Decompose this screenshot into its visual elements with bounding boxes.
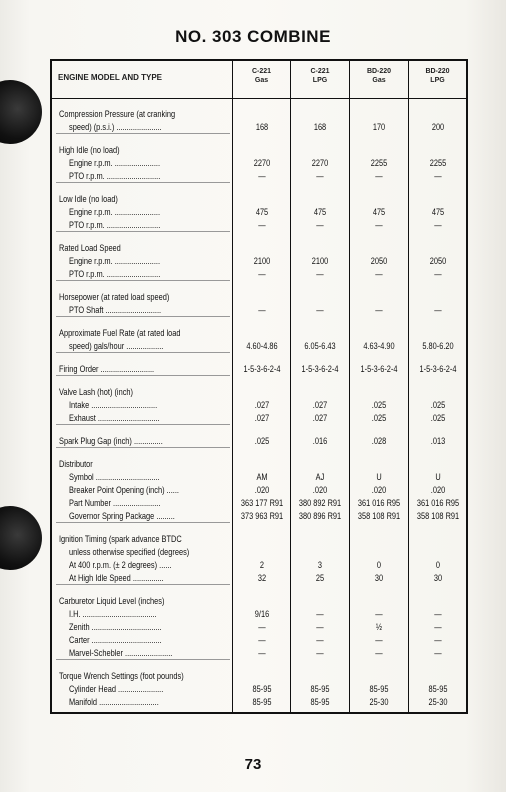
row-separator: [56, 375, 230, 376]
row-label: I.H. ....................................: [69, 609, 157, 620]
row-value: 475: [372, 207, 385, 217]
row-value: .027: [254, 413, 269, 423]
row-label: Manifold .............................: [69, 697, 159, 708]
row-value: 2100: [311, 256, 328, 266]
row-label: Ignition Timing (spark advance BTDC: [59, 534, 182, 545]
row-value: 475: [313, 207, 326, 217]
row-value: —: [257, 648, 266, 658]
row-value: —: [374, 171, 383, 181]
row-separator: [56, 424, 230, 425]
row-label: Firing Order ..........................: [59, 364, 155, 375]
row-value: —: [315, 220, 324, 230]
row-value: 4.63-4.90: [362, 341, 395, 351]
row-label: Carburetor Liquid Level (inches): [59, 596, 165, 607]
row-value: 85-95: [428, 684, 447, 694]
row-value: .020: [312, 485, 327, 495]
row-value: 475: [431, 207, 444, 217]
row-value: .025: [371, 413, 386, 423]
row-label: speed) (p.s.i.) ......................: [69, 122, 162, 133]
row-label: Intake ................................: [69, 400, 158, 411]
row-value: 1-5-3-6-2-4: [301, 364, 338, 374]
row-value: —: [374, 609, 383, 619]
row-label: Spark Plug Gap (inch) ..............: [59, 436, 163, 447]
row-value: —: [315, 648, 324, 658]
row-value: 2050: [429, 256, 446, 266]
row-label: Part Number .......................: [69, 498, 161, 509]
row-label: High Idle (no load): [59, 145, 120, 156]
row-value: —: [315, 305, 324, 315]
row-value: .020: [371, 485, 386, 495]
row-value: 170: [372, 122, 385, 132]
column-header-2: C-221 LPG: [310, 68, 330, 84]
row-label: Marvel-Schebler .......................: [69, 648, 173, 659]
column-header-3: BD-220 Gas: [366, 68, 392, 84]
row-value: —: [433, 171, 442, 181]
row-value: —: [433, 609, 442, 619]
row-value: .013: [430, 436, 445, 446]
row-value: .027: [312, 413, 327, 423]
row-value: .027: [312, 400, 327, 410]
row-value: —: [374, 305, 383, 315]
row-value: 2050: [370, 256, 387, 266]
row-value: .025: [371, 400, 386, 410]
row-value: 2255: [370, 158, 387, 168]
row-value: —: [315, 269, 324, 279]
binder-hole-bottom: [0, 506, 42, 570]
row-value: 9/16: [254, 609, 269, 619]
row-value: 1-5-3-6-2-4: [419, 364, 456, 374]
row-value: 5.80-6.20: [421, 341, 454, 351]
row-value: 0: [435, 560, 440, 570]
row-separator: [56, 133, 230, 134]
row-value: —: [257, 622, 266, 632]
row-value: 85-95: [369, 684, 388, 694]
row-value: 4.60-4.86: [245, 341, 278, 351]
row-value: .028: [371, 436, 386, 446]
row-value: 85-95: [252, 697, 271, 707]
row-separator: [56, 231, 230, 232]
row-value: 168: [313, 122, 326, 132]
row-value: —: [315, 609, 324, 619]
row-value: U: [434, 472, 441, 482]
row-label: At High Idle Speed ...............: [69, 573, 164, 584]
row-value: —: [433, 648, 442, 658]
row-separator: [56, 447, 230, 448]
row-value: 25-30: [369, 697, 388, 707]
row-separator: [56, 182, 230, 183]
row-value: 358 108 R91: [416, 511, 459, 521]
row-label: At 400 r.p.m. (± 2 degrees) ......: [69, 560, 172, 571]
row-label: Approximate Fuel Rate (at rated load: [59, 328, 181, 339]
row-label: Rated Load Speed: [59, 243, 121, 254]
row-value: AJ: [315, 472, 324, 482]
row-value: 30: [374, 573, 383, 583]
row-value: 2270: [253, 158, 270, 168]
row-value: 2100: [253, 256, 270, 266]
row-separator: [56, 280, 230, 281]
row-value: —: [433, 635, 442, 645]
row-value: .027: [254, 400, 269, 410]
row-label: PTO r.p.m. ..........................: [69, 171, 161, 182]
row-label: Cylinder Head ......................: [69, 684, 164, 695]
row-value: U: [375, 472, 382, 482]
row-label: Exhaust ..............................: [69, 413, 160, 424]
row-value: —: [257, 635, 266, 645]
row-value: 85-95: [310, 684, 329, 694]
row-label: Valve Lash (hot) (inch): [59, 387, 134, 398]
row-value: 380 896 R91: [298, 511, 341, 521]
row-label: Carter ..................................: [69, 635, 162, 646]
row-label: PTO Shaft ...........................: [69, 305, 162, 316]
row-value: —: [374, 220, 383, 230]
row-label: Breaker Point Opening (inch) ......: [69, 485, 179, 496]
row-value: —: [315, 635, 324, 645]
row-value: 361 016 R95: [416, 498, 459, 508]
row-value: 1-5-3-6-2-4: [360, 364, 397, 374]
row-value: —: [257, 171, 266, 181]
row-label: Zenith ..................................: [69, 622, 162, 633]
row-label: Governor Spring Package .........: [69, 511, 175, 522]
row-value: —: [374, 269, 383, 279]
binder-hole-top: [0, 80, 42, 144]
row-separator: [56, 659, 230, 660]
row-separator: [56, 316, 230, 317]
row-label: Low Idle (no load): [59, 194, 118, 205]
row-value: 380 892 R91: [298, 498, 341, 508]
row-value: —: [433, 305, 442, 315]
row-value: 25: [315, 573, 324, 583]
column-header-4: BD-220 LPG: [425, 68, 450, 84]
page-title: NO. 303 COMBINE: [175, 27, 331, 46]
row-value: —: [433, 269, 442, 279]
engine-model-header: ENGINE MODEL AND TYPE: [58, 73, 163, 82]
row-value: AM: [255, 472, 268, 482]
row-value: —: [374, 648, 383, 658]
column-header-1: C-221 Gas: [251, 68, 272, 84]
row-label: PTO r.p.m. ..........................: [69, 220, 161, 231]
row-value: 2: [259, 560, 264, 570]
row-value: .016: [312, 436, 327, 446]
row-value: 6.05-6.43: [303, 341, 336, 351]
row-value: 0: [376, 560, 381, 570]
row-value: .025: [430, 413, 445, 423]
row-label: Horsepower (at rated load speed): [59, 292, 170, 303]
spec-table: [50, 59, 468, 714]
row-value: —: [315, 622, 324, 632]
row-label: Torque Wrench Settings (foot pounds): [59, 671, 184, 682]
row-value: 85-95: [310, 697, 329, 707]
row-value: 30: [433, 573, 442, 583]
row-label: unless otherwise specified (degrees): [69, 547, 190, 558]
row-value: .025: [254, 436, 269, 446]
row-value: 32: [257, 573, 266, 583]
row-value: 361 016 R95: [357, 498, 400, 508]
row-value: 2255: [429, 158, 446, 168]
row-value: .020: [430, 485, 445, 495]
row-value: 3: [317, 560, 322, 570]
row-value: 25-30: [428, 697, 447, 707]
row-value: 168: [255, 122, 268, 132]
row-value: —: [257, 305, 266, 315]
row-value: 358 108 R91: [357, 511, 400, 521]
row-value: —: [315, 171, 324, 181]
row-separator: [56, 352, 230, 353]
row-label: Engine r.p.m. ......................: [69, 207, 161, 218]
row-separator: [56, 522, 230, 523]
row-value: 200: [431, 122, 444, 132]
row-value: 363 177 R91: [240, 498, 283, 508]
row-value: —: [433, 622, 442, 632]
row-value: .020: [254, 485, 269, 495]
page-number: 73: [244, 756, 262, 773]
row-value: ½: [375, 622, 382, 632]
row-label: Engine r.p.m. ......................: [69, 256, 161, 267]
row-value: —: [374, 635, 383, 645]
row-separator: [56, 584, 230, 585]
row-value: 475: [255, 207, 268, 217]
row-value: —: [257, 220, 266, 230]
row-label: Distributor: [59, 459, 93, 470]
row-label: PTO r.p.m. ..........................: [69, 269, 161, 280]
row-value: 85-95: [252, 684, 271, 694]
row-value: 1-5-3-6-2-4: [243, 364, 280, 374]
row-label: speed) gals/hour ..................: [69, 341, 164, 352]
row-value: —: [433, 220, 442, 230]
row-label: Symbol ...............................: [69, 472, 160, 483]
row-value: —: [257, 269, 266, 279]
row-value: 373 963 R91: [240, 511, 283, 521]
row-value: .025: [430, 400, 445, 410]
row-label: Engine r.p.m. ......................: [69, 158, 161, 169]
row-value: 2270: [311, 158, 328, 168]
row-label: Compression Pressure (at cranking: [59, 109, 176, 120]
